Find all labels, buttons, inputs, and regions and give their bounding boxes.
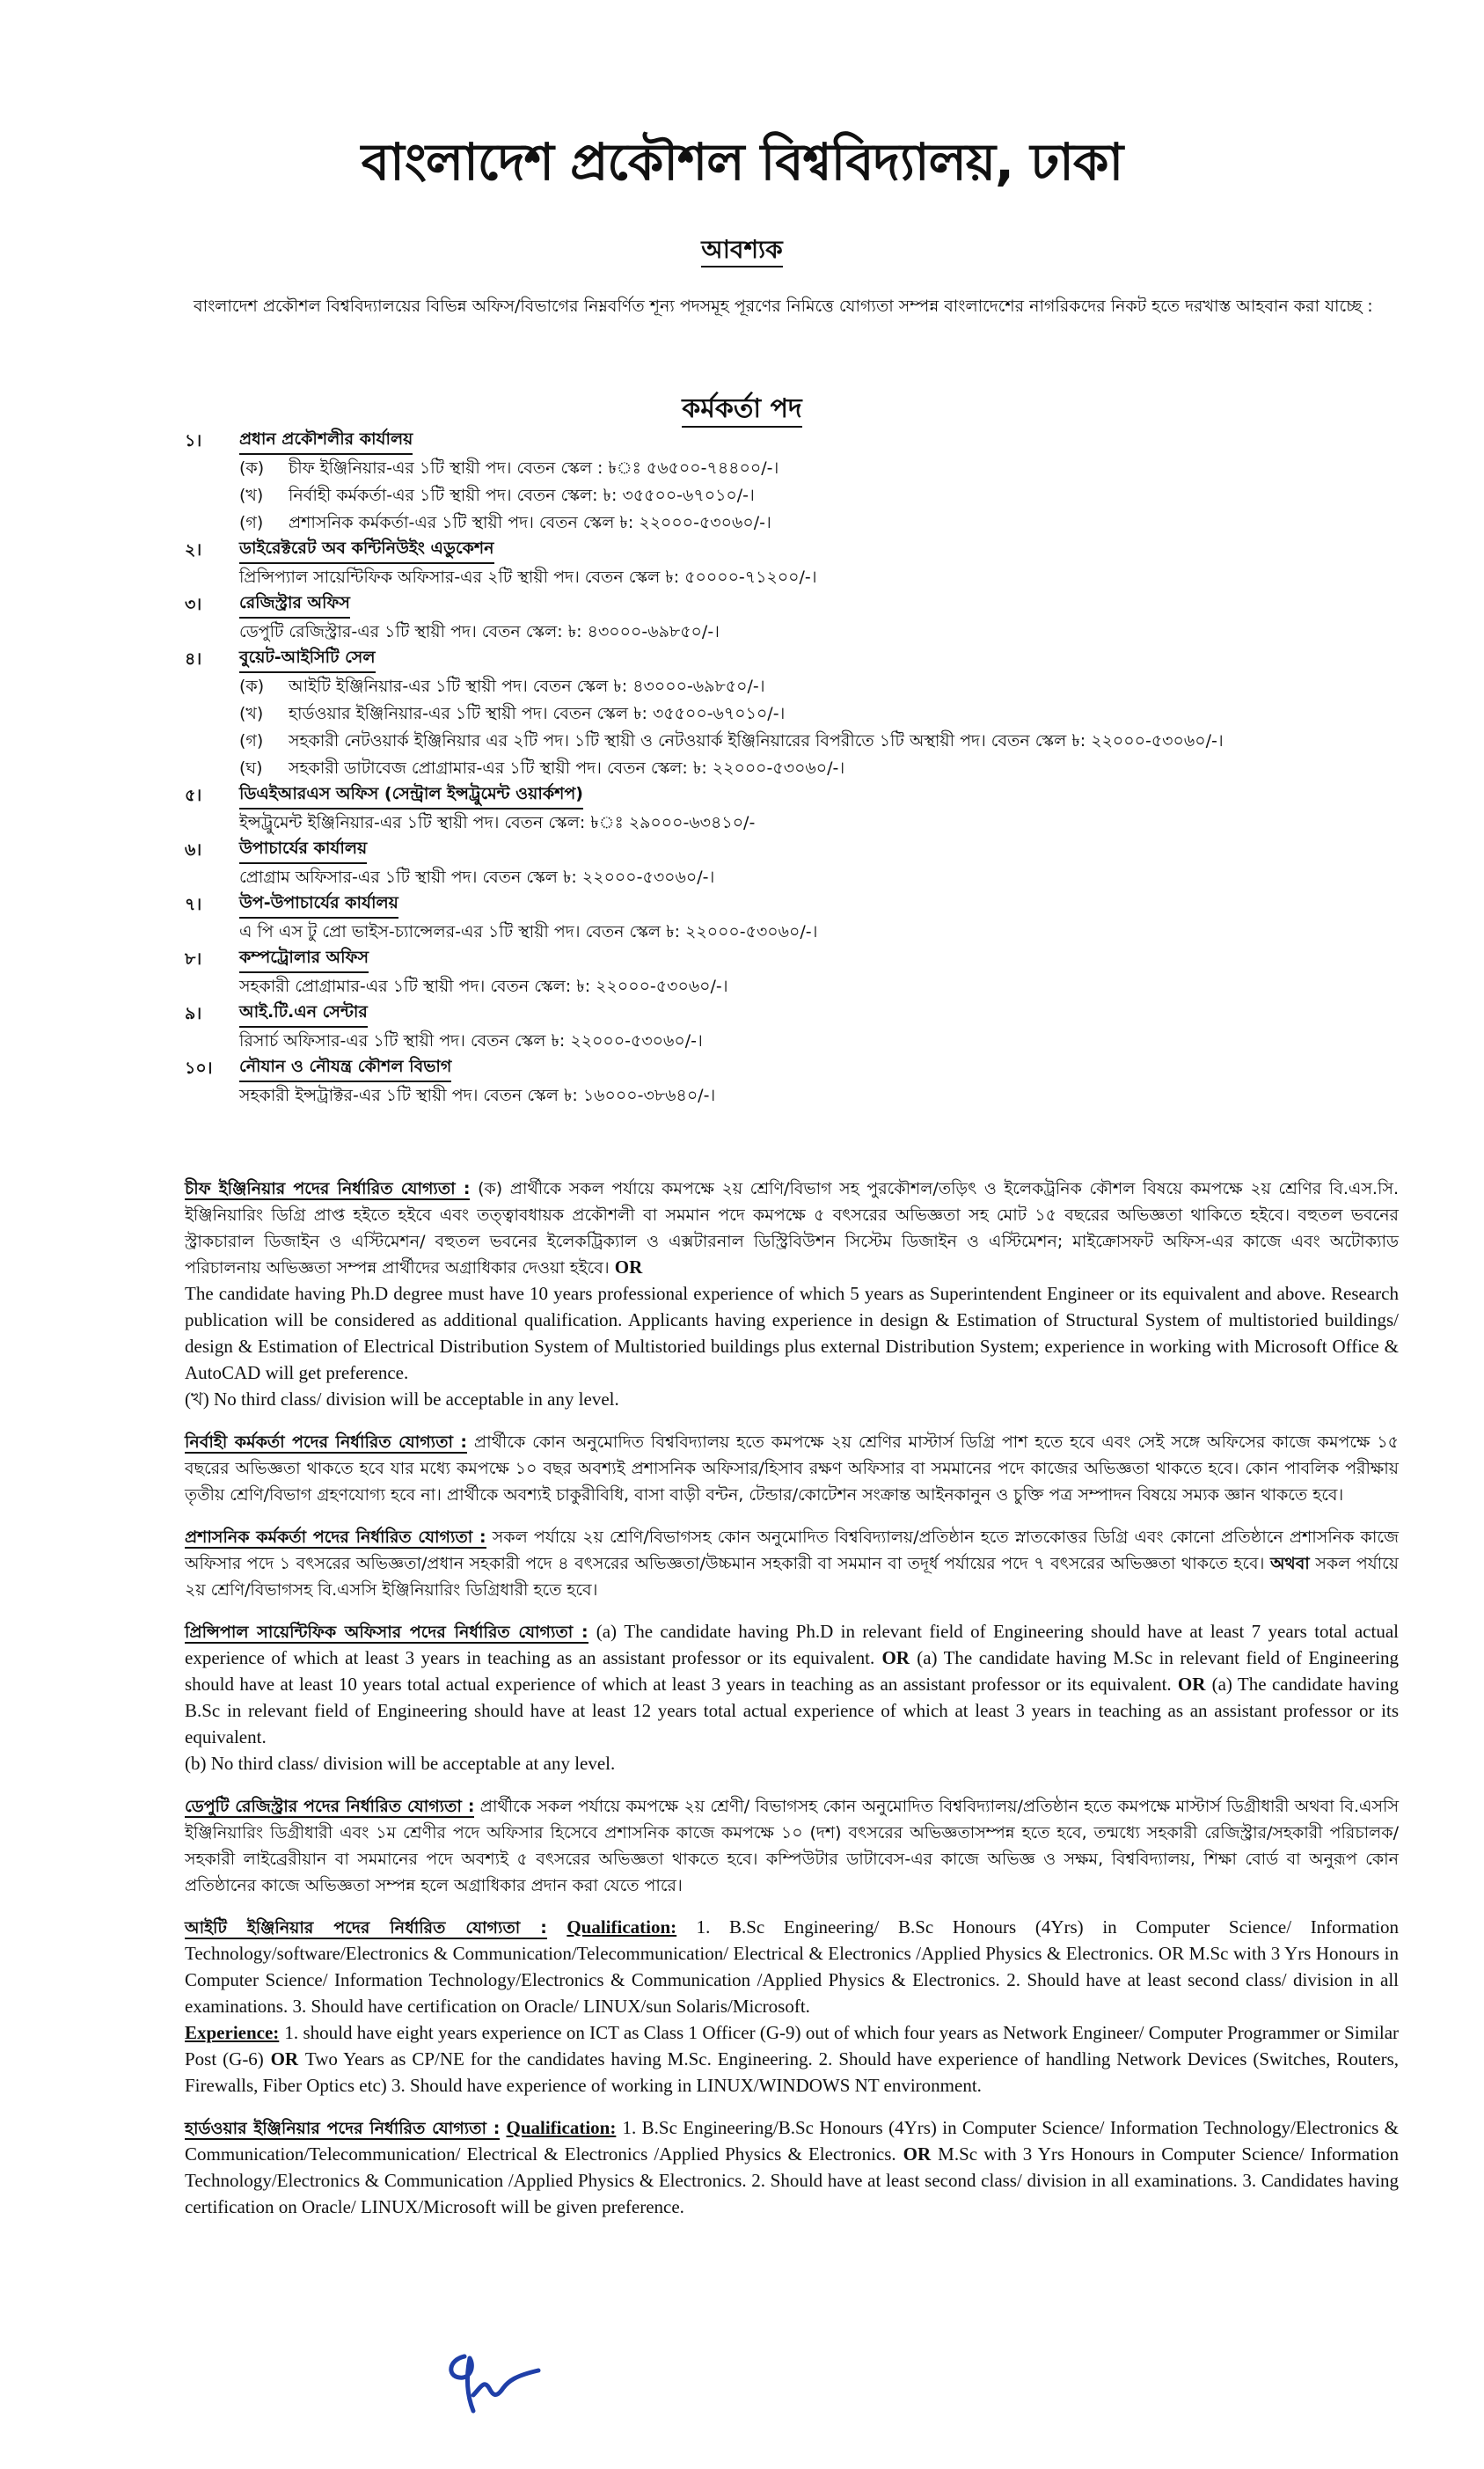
post-group: [185, 891, 1434, 946]
post-text: প্রশাসনিক কর্মকর্তা-এর ১টি স্থায়ী পদ। বেতন স্কেল ৳: ২২০০০-৫৩০৬০/-।: [289, 513, 771, 532]
qual-en-text-2: (a) The candidate having M.Sc in relevant field of Engineering should have at least 10 years total actual experience of which at least 3 years in teaching as an assistant professor or its equivalent.: [185, 1647, 1399, 1695]
notice-heading: [0, 231, 1484, 272]
post-group-header: [185, 646, 1434, 673]
post-group: [185, 646, 1434, 782]
qual-note: (খ) No third class/ division will be acceptable in any level.: [185, 1388, 619, 1410]
post-group-header: [185, 891, 1434, 919]
office-name: উপাচার্যের কার্যালয়: [239, 837, 367, 864]
post-group-header: [185, 591, 1434, 619]
post-group-number: ৮।: [185, 949, 202, 969]
post-marker: (ক): [239, 677, 265, 696]
qual-chief-engineer: [185, 1176, 1399, 1413]
post-group-number: ৬।: [185, 840, 202, 860]
post-group: [185, 782, 1434, 837]
qual-en-text-1: (a) The candidate having Ph.D in relevant field of Engineering should have at least 7 years total actual experience of which at least 3 years in teaching as an assistant professor or its equivalent.: [185, 1621, 1399, 1668]
section-title: [0, 387, 1484, 432]
qual-bn-text-2: সকল পর্যায়ে ২য় শ্রেণি/বিভাগসহ বি.এসসি ইঞ্জিনিয়ারিং ডিগ্রিধারী হতে হবে।: [185, 1554, 1399, 1600]
office-name: আই.টি.এন সেন্টার: [239, 1000, 368, 1028]
post-line: [185, 509, 1434, 537]
qual-qualification-label: Qualification:: [567, 1916, 677, 1938]
post-line: প্রিন্সিপ্যাল সায়েন্টিফিক অফিসার-এর ২টি স্থায়ী পদ। বেতন স্কেল ৳: ৫০০০০-৭১২০০/-।: [239, 568, 817, 587]
qual-label: প্রশাসনিক কর্মকর্তা পদের নির্ধারিত যোগ্যতা :: [185, 1528, 486, 1547]
post-line: [185, 482, 1434, 509]
office-name: প্রধান প্রকৌশলীর কার্যালয়: [239, 428, 413, 455]
post-line: এ পি এস টু প্রো ভাইস-চ্যান্সেলর-এর ১টি স্থায়ী পদ। বেতন স্কেল ৳: ২২০০০-৫৩০৬০/-।: [239, 922, 818, 941]
post-group-number: ৪।: [185, 649, 202, 669]
post-group-header: [185, 946, 1434, 973]
post-text: সহকারী ডাটাবেজ প্রোগ্রামার-এর ১টি স্থায়ী পদ। বেতন স্কেল: ৳: ২২০০০-৫৩০৬০/-।: [289, 758, 845, 778]
post-marker: (গ): [239, 513, 264, 532]
qualifications: [185, 1176, 1399, 2237]
qual-bn-text: (ক) প্রার্থীকে সকল পর্যায়ে কমপক্ষে ২য় শ্রেণি/বিভাগ সহ পুরকৌশল/তড়িৎ ও ইলেকট্রনিক কৌশল বিষয়ে কমপক্ষে ২য় শ্রেণির বি.এস.সি. ইঞ্জিনিয়ারিং ডিগ্রি প্রাপ্ত হইতে হইবে এবং তত্ত্বাবধায়ক প্রকৌশলী বা সমমান পদে কমপক্ষে ৫ বৎসরের অভিজ্ঞতা সহ মোট ১৫ বছরের অভিজ্ঞতা থাকিতে হইবে। বহুতল ভবনের স্ট্রাকচারাল ডিজাইন ও এস্টিমেশন/ বহুতল ভবনের ইলেকট্রিক্যাল ও এক্সটারনাল ডিস্ট্রিবিউশন সিস্টেম ডিজাইন ও এস্টিমেশন; মাইক্রোসফট অফিস-এর কাজে এবং অটোক্যাড পরিচালনায় অভিজ্ঞতা সম্পন্ন প্রার্থীদের অগ্রাধিকার দেওয়া হইবে।: [185, 1179, 1399, 1278]
post-line: [185, 700, 1434, 728]
post-group-header: [185, 1000, 1434, 1028]
qual-label: চীফ ইঞ্জিনিয়ার পদের নির্ধারিত যোগ্যতা :: [185, 1179, 471, 1198]
post-group-header: [185, 782, 1434, 810]
post-text: চীফ ইঞ্জিনিয়ার-এর ১টি স্থায়ী পদ। বেতন স্কেল : ৳ঃ ৫৬৫০০-৭৪৪০০/-।: [289, 458, 779, 478]
post-line: সহকারী ইন্সট্রাক্টর-এর ১টি স্থায়ী পদ। বেতন স্কেল ৳: ১৬০০০-৩৮৬৪০/-।: [239, 1086, 716, 1105]
qual-or-1: OR: [881, 1647, 910, 1668]
qual-experience-label: Experience:: [185, 2022, 280, 2043]
post-text: আইটি ইঞ্জিনিয়ার-এর ১টি স্থায়ী পদ। বেতন স্কেল ৳: ৪৩০০০-৬৯৮৫০/-।: [289, 677, 765, 696]
post-group: [185, 1055, 1434, 1110]
intro-paragraph: বাংলাদেশ প্রকৌশল বিশ্ববিদ্যালয়ের বিভিন্ন অফিস/বিভাগের নিম্নবর্ণিত শূন্য পদসমূহ পূরণের নিমিত্তে যোগ্যতা সম্পন্ন বাংলাদেশের নাগরিকদের নিকট হতে দরখাস্ত আহবান করা যাচ্ছে :: [194, 297, 1373, 316]
post-group-number: ৩।: [185, 595, 202, 614]
qual-qualification-text-2: M.Sc with 3 Yrs Honours in Computer Science/ Information Technology/Electronics & Communication /Applied Physics & Electronics. 2. Should have at least second class/ division in all examinations. 3. Candidates having certification on Oracle/ LINUX/Microsoft will be given preference.: [185, 2143, 1400, 2217]
post-text: নির্বাহী কর্মকর্তা-এর ১টি স্থায়ী পদ। বেতন স্কেল: ৳: ৩৫৫০০-৬৭০১০/-।: [289, 486, 755, 505]
qual-qualification-label: Qualification:: [506, 2117, 617, 2138]
post-group: [185, 837, 1434, 891]
qual-label: আইটি ইঞ্জিনিয়ার পদের নির্ধারিত যোগ্যতা :: [185, 1918, 547, 1938]
qual-or: অথবা: [1269, 1554, 1310, 1573]
post-line: সহকারী প্রোগ্রামার-এর ১টি স্থায়ী পদ। বেতন স্কেল: ৳: ২২০০০-৫৩০৬০/-।: [239, 977, 728, 996]
post-group: [185, 591, 1434, 646]
post-group-header: [185, 428, 1434, 455]
post-text: সহকারী নেটওয়ার্ক ইঞ্জিনিয়ার এর ২টি পদ। ১টি স্থায়ী ও নেটওয়ার্ক ইঞ্জিনিয়ারের বিপরীতে ১টি অস্থায়ী পদ। বেতন স্কেল ৳: ২২০০০-৫৩০৬০/-।: [289, 731, 1224, 751]
qual-hardware-engineer: [185, 2115, 1399, 2221]
office-name: নৌযান ও নৌযন্ত্র কৌশল বিভাগ: [239, 1055, 451, 1082]
post-marker: (ঘ): [239, 758, 263, 778]
qual-note: (b) No third class/ division will be acceptable at any level.: [185, 1753, 616, 1774]
office-name: বুয়েট-আইসিটি সেল: [239, 646, 376, 673]
qual-bn-text: প্রার্থীকে সকল পর্যায়ে কমপক্ষে ২য় শ্রেণী/ বিভাগসহ কোন অনুমোদিত বিশ্ববিদ্যালয়/প্রতিষ্ঠান হতে কমপক্ষে মাস্টার্স ডিগ্রীধারী অথবা বি.এসসি ইঞ্জিনিয়ারিং ডিগ্রীধারী এবং ১ম শ্রেণীর পদে অফিসার হিসেবে প্রশাসনিক কাজে কমপক্ষে ১০ (দশ) বৎসরের অভিজ্ঞতাসম্পন্ন হতে হবে, তন্মধ্যে সহকারী রেজিস্ট্রার/সহকারী পরিচালক/সহকারী লাইব্রেরীয়ান বা সমমানের পদে অবশ্যই ৫ বৎসরের অভিজ্ঞতা থাকতে হবে। কম্পিউটার ডাটাবেস-এর কাজে অভিজ্ঞ ও সক্ষম, বিশ্ববিদ্যালয়, শিক্ষা বোর্ড বা অনুরূপ কোন প্রতিষ্ঠানের কাজে অভিজ্ঞতা সম্পন্ন হলে অগ্রাধিকার প্রদান করা যেতে পারে।: [185, 1797, 1399, 1895]
post-group-number: ৫।: [185, 786, 202, 805]
post-marker: (খ): [239, 704, 264, 723]
post-marker: (ক): [239, 458, 265, 478]
post-group-header: [185, 837, 1434, 864]
post-group-number: ৯।: [185, 1004, 202, 1023]
post-group: [185, 428, 1434, 537]
qual-qualification-text-1: 1. B.Sc Engineering/B.Sc Honours (4Yrs) in Computer Science/ Information Technology/Electronics & Communication/Telecommunication/ Electrical & Electronics /Applied Physics & Electronics.: [185, 2117, 1399, 2165]
office-name: কম্পট্রোলার অফিস: [239, 946, 369, 973]
notice-heading-text: আবশ্যক: [701, 235, 783, 267]
post-line: [185, 455, 1434, 482]
signature-mark: [440, 2341, 545, 2420]
post-marker: (গ): [239, 731, 264, 751]
qual-en-text-3: (a) The candidate having B.Sc in relevant field of Engineering should have at least 12 years total actual experience of which at least 3 years in teaching as an assistant professor or its equivalent.: [185, 1674, 1399, 1747]
post-group-number: ৭।: [185, 895, 202, 914]
qual-label: প্রিন্সিপাল সায়েন্টিফিক অফিসার পদের নির্ধারিত যোগ্যতা :: [185, 1623, 588, 1642]
qual-executive-officer: [185, 1429, 1399, 1508]
office-name: ডাইরেক্টরেট অব কন্টিনিউইং এডুকেশন: [239, 537, 494, 564]
qual-deputy-registrar: [185, 1793, 1399, 1899]
post-group-header: [185, 1055, 1434, 1082]
qual-it-engineer: [185, 1915, 1399, 2099]
qual-bn-text: সকল পর্যায়ে ২য় শ্রেণি/বিভাগসহ কোন অনুমোদিত বিশ্ববিদ্যালয়/প্রতিষ্ঠান হতে স্নাতকোত্তর ডিগ্রি এবং কোনো প্রতিষ্ঠানে প্রশাসনিক কাজে অফিসার পদে ১ বৎসরের অভিজ্ঞতা/প্রধান সহকারী পদে ৪ বৎসরের অভিজ্ঞতা/উচ্চমান সহকারী বা সমমান বা তদূর্ধ পর্যায়ের পদে ৭ বৎসরের অভিজ্ঞতা থাকতে হবে।: [185, 1528, 1399, 1573]
qual-experience-text-1: 1. should have eight years experience on ICT as Class 1 Officer (G-9) out of which four years as Network Engineer/ Computer Programmer or Similar Post (G-6): [185, 2022, 1400, 2070]
post-line: প্রোগ্রাম অফিসার-এর ১টি স্থায়ী পদ। বেতন স্কেল ৳: ২২০০০-৫৩০৬০/-।: [239, 868, 715, 887]
office-name: ডিএইআরএস অফিস (সেন্ট্রাল ইন্সট্রুমেন্ট ওয়ার্কশপ): [239, 782, 583, 810]
post-line: [185, 755, 1434, 782]
post-text: হার্ডওয়ার ইঞ্জিনিয়ার-এর ১টি স্থায়ী পদ। বেতন স্কেল ৳: ৩৫৫০০-৬৭০১০/-।: [289, 704, 786, 723]
section-title-text: কর্মকর্তা পদ: [682, 393, 801, 428]
university-title: বাংলাদেশ প্রকৌশল বিশ্ববিদ্যালয়, ঢাকা: [361, 132, 1123, 192]
qual-principal-scientific-officer: [185, 1619, 1399, 1777]
post-group: [185, 1000, 1434, 1055]
post-group-number: ১০।: [185, 1059, 213, 1078]
post-line: [185, 728, 1434, 755]
post-marker: (খ): [239, 486, 264, 505]
post-line: ইন্সট্রুমেন্ট ইঞ্জিনিয়ার-এর ১টি স্থায়ী পদ। বেতন স্কেল: ৳ঃ ২৯০০০-৬৩৪১০/-: [239, 813, 756, 832]
qual-or: OR: [614, 1256, 643, 1278]
post-group-number: ২।: [185, 540, 202, 560]
post-line: [185, 673, 1434, 700]
qual-or: OR: [903, 2143, 932, 2165]
qual-qualification-text: 1. B.Sc Engineering/ B.Sc Honours (4Yrs) in Computer Science/ Information Technology/software/Electronics & Communication/Telecommunication/ Electrical & Electronics /Applied Physics & Electronics. OR M.Sc with 3 Yrs Honours in Computer Science/ Information Technology/Electronics & Communication /Applied Physics & Electronics. 2. Should have at least second class/ division in all examinations. 3. Should have certification on Oracle/ LINUX/sun Solaris/Microsoft.: [185, 1916, 1399, 2017]
post-list: [185, 428, 1434, 1110]
qual-en-text: The candidate having Ph.D degree must have 10 years professional experience of which 5 years as Superintendent Engineer or its equivalent and above. Research publication will be considered as additional qualification. Applicants having experience in design & Estimation of Structural System of multistoried buildings/ design & Estimation of Electrical Distribution System of Multistoried buildings plus external Distribution System; experience in working with Microsoft Office & AutoCAD will get preference.: [185, 1283, 1399, 1383]
qual-admin-officer: [185, 1524, 1399, 1603]
post-group: [185, 537, 1434, 591]
office-name: রেজিস্ট্রার অফিস: [239, 591, 350, 619]
office-name: উপ-উপাচার্যের কার্যালয়: [239, 891, 398, 919]
qual-experience-text-2: Two Years as CP/NE for the candidates having M.Sc. Engineering. 2. Should have experience of handling Network Devices (Switches, Routers, Firewalls, Fiber Optics etc) 3. Should have experience of working in LINUX/WINDOWS NT environment.: [185, 2048, 1399, 2096]
qual-label: নির্বাহী কর্মকর্তা পদের নির্ধারিত যোগ্যতা :: [185, 1432, 468, 1452]
qual-or: OR: [270, 2048, 299, 2070]
post-line: ডেপুটি রেজিস্ট্রার-এর ১টি স্থায়ী পদ। বেতন স্কেল: ৳: ৪৩০০০-৬৯৮৫০/-।: [239, 622, 720, 641]
post-line: রিসার্চ অফিসার-এর ১টি স্থায়ী পদ। বেতন স্কেল ৳: ২২০০০-৫৩০৬০/-।: [239, 1031, 703, 1051]
post-group: [185, 946, 1434, 1000]
qual-label: ডেপুটি রেজিস্ট্রার পদের নির্ধারিত যোগ্যতা :: [185, 1797, 475, 1816]
post-group-number: ১।: [185, 431, 202, 451]
post-group-header: [185, 537, 1434, 564]
qual-bn-text: প্রার্থীকে কোন অনুমোদিত বিশ্ববিদ্যালয় হতে কমপক্ষে ২য় শ্রেণির মাস্টার্স ডিগ্রি পাশ হতে হবে এবং সেই সঙ্গে অফিসের কাজে কমপক্ষে ১৫ বছরের অভিজ্ঞতা থাকতে হবে যার মধ্যে কমপক্ষে ১০ বছর অবশ্যই প্রশাসনিক অফিসার/হিসাব রক্ষণ অফিসার বা সমমানের পদে কাজের অভিজ্ঞতা থাকতে হবে। কোন পাবলিক পরীক্ষায় তৃতীয় শ্রেণি/বিভাগ গ্রহণযোগ্য হবে না। প্রার্থীকে অবশ্যই চাকুরীবিধি, বাসা বাড়ী বন্টন, টেন্ডার/কোটেশন সংক্রান্ত আইনকানুন ও চুক্তি পত্র সম্পাদন বিষয়ে সম্যক জ্ঞান থাকতে হবে।: [185, 1432, 1399, 1505]
qual-label: হার্ডওয়ার ইঞ্জিনিয়ার পদের নির্ধারিত যোগ্যতা :: [185, 2119, 501, 2138]
qual-or-2: OR: [1177, 1674, 1206, 1695]
